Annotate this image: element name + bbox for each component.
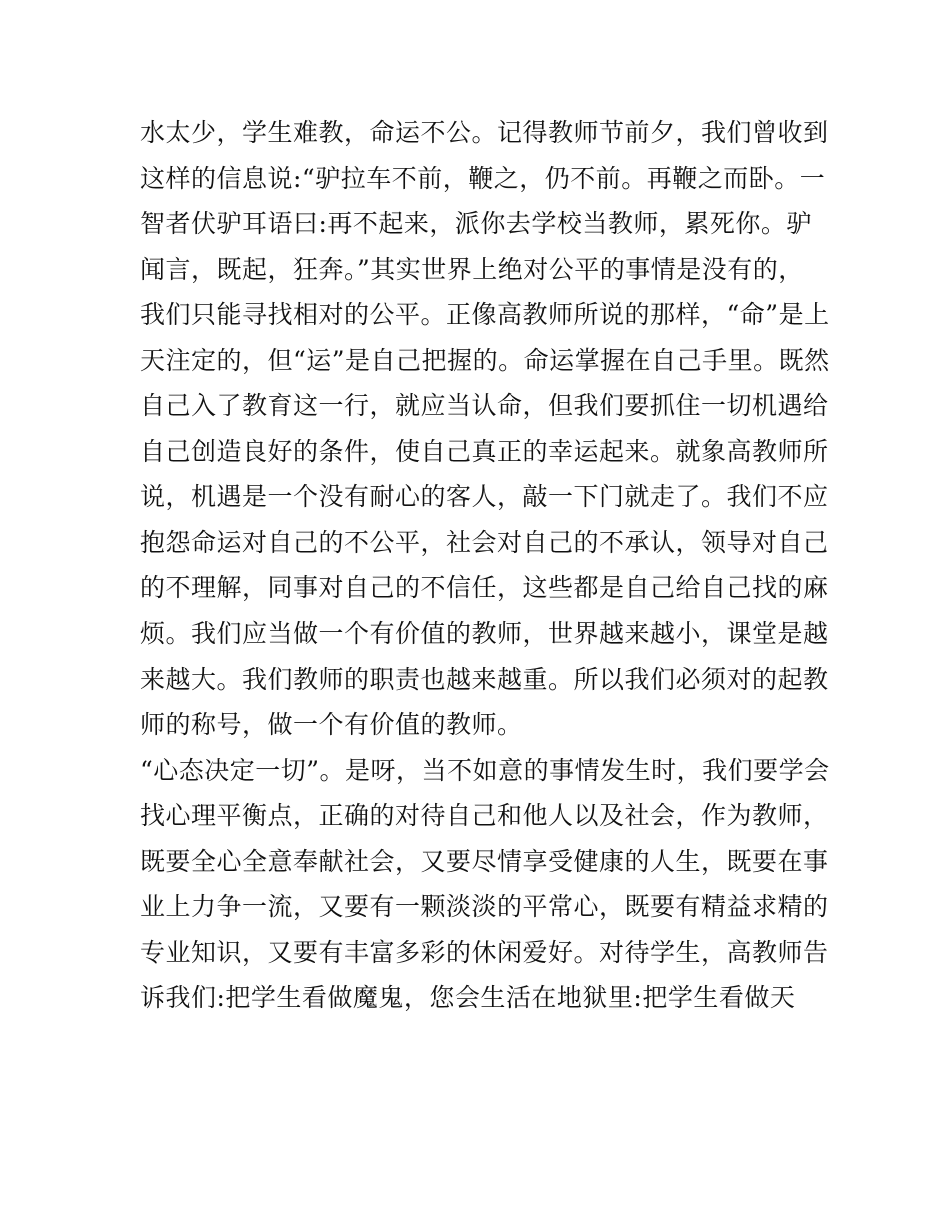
text-line: 我们只能寻找相对的公平。正像高教师所说的那样，“命”是上 — [140, 300, 830, 330]
text-line: 诉我们:把学生看做魔鬼，您会生活在地狱里:把学生看做天 — [140, 983, 796, 1013]
text-line: 专业知识，又要有丰富多彩的休闲爱好。对待学生，高教师告 — [140, 937, 829, 967]
text-line: 水太少，学生难教，命运不公。记得教师节前夕，我们曾收到 — [140, 118, 829, 147]
text-line: 闻言，既起，狂奔。”其实世界上绝对公平的事情是没有的， — [140, 254, 804, 284]
text-line: 的不理解，同事对自己的不信任，这些都是自己给自己找的麻 — [140, 573, 829, 603]
text-line: 自己创造良好的条件，使自己真正的幸运起来。就象高教师所 — [140, 436, 829, 466]
text-line: 师的称号，做一个有价值的教师。 — [140, 710, 523, 740]
text-line: 烦。我们应当做一个有价值的教师，世界越来越小，课堂是越 — [140, 619, 829, 649]
body-text — [140, 110, 830, 1021]
text-line: 既要全心全意奉献社会，又要尽情享受健康的人生，既要在事 — [140, 846, 829, 876]
text-line: 自己入了教育这一行，就应当认命，但我们要抓住一切机遇给 — [140, 391, 829, 421]
text-line: 说，机遇是一个没有耐心的客人，敲一下门就走了。我们不应 — [140, 482, 829, 512]
text-line: 抱怨命运对自己的不公平，社会对自己的不承认，领导对自己 — [140, 527, 829, 557]
text-line: 这样的信息说:“驴拉车不前，鞭之，仍不前。再鞭之而卧。一 — [140, 163, 826, 193]
text-line: 业上力争一流，又要有一颗淡淡的平常心，既要有精益求精的 — [140, 892, 829, 922]
text-line: 天注定的，但“运”是自己把握的。命运掌握在自己手里。既然 — [140, 345, 830, 375]
text-line: 智者伏驴耳语曰:再不起来，派你去学校当教师，累死你。驴 — [140, 209, 812, 239]
text-line: 找心理平衡点，正确的对待自己和他人以及社会，作为教师， — [140, 801, 829, 831]
text-line: “心态决定一切”。是呀，当不如意的事情发生时，我们要学会 — [140, 755, 830, 785]
text-line: 来越大。我们教师的职责也越来越重。所以我们必须对的起教 — [140, 664, 829, 694]
